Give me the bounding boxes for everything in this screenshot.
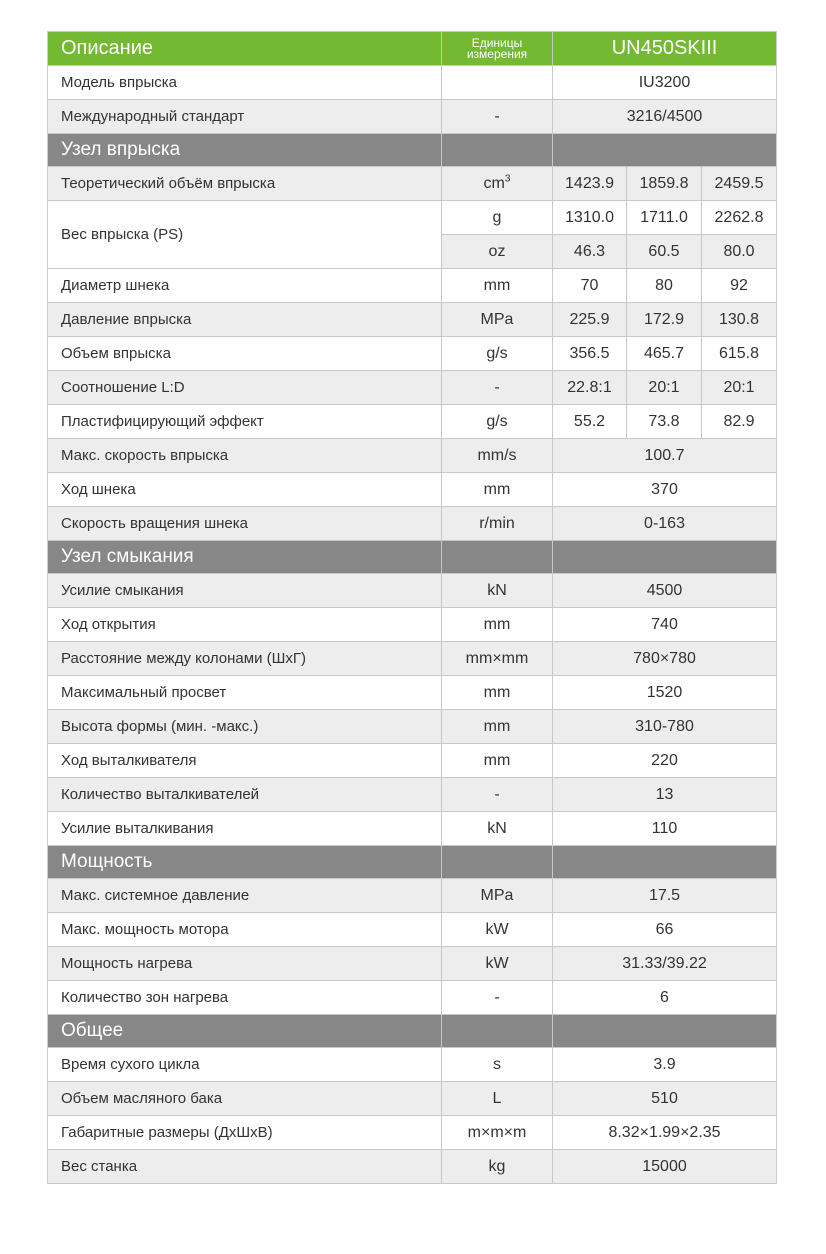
row-label: Ход выталкивателя <box>48 744 442 778</box>
row-label: Макс. скорость впрыска <box>48 439 442 473</box>
row-value: 780×780 <box>553 642 777 676</box>
row-label: Теоретический объём впрыска <box>48 167 442 201</box>
row-unit: mm <box>442 608 553 642</box>
row-unit: - <box>442 100 553 134</box>
row-unit: L <box>442 1082 553 1116</box>
table-row <box>48 981 777 1015</box>
row-value: 92 <box>702 269 777 303</box>
row-value: 13 <box>553 778 777 812</box>
row-value: 70 <box>553 269 627 303</box>
section-header-injection <box>48 134 777 167</box>
row-label: Максимальный просвет <box>48 676 442 710</box>
table-row <box>48 100 777 134</box>
section-title: Общее <box>48 1015 442 1048</box>
table-row <box>48 574 777 608</box>
table-row <box>48 744 777 778</box>
table-row <box>48 1150 777 1184</box>
row-value: 310-780 <box>553 710 777 744</box>
row-unit: kN <box>442 574 553 608</box>
row-unit: - <box>442 371 553 405</box>
row-unit: kW <box>442 913 553 947</box>
row-value: 1859.8 <box>627 167 702 201</box>
table-row <box>48 337 777 371</box>
row-unit: mm×mm <box>442 642 553 676</box>
row-label: Габаритные размеры (ДхШхВ) <box>48 1116 442 1150</box>
table-row <box>48 1048 777 1082</box>
row-label: Количество зон нагрева <box>48 981 442 1015</box>
row-unit: mm <box>442 710 553 744</box>
row-value: 740 <box>553 608 777 642</box>
row-value: 20:1 <box>627 371 702 405</box>
row-unit: kg <box>442 1150 553 1184</box>
header-units: Единицы измерения <box>442 32 553 66</box>
row-value: 130.8 <box>702 303 777 337</box>
table-row <box>48 1116 777 1150</box>
row-value: 17.5 <box>553 879 777 913</box>
row-value: 6 <box>553 981 777 1015</box>
table-row <box>48 371 777 405</box>
row-value: IU3200 <box>553 66 777 100</box>
row-unit: - <box>442 778 553 812</box>
row-value: 1711.0 <box>627 201 702 235</box>
row-value: 80.0 <box>702 235 777 269</box>
table-header-row <box>48 32 777 66</box>
row-value: 172.9 <box>627 303 702 337</box>
row-unit: s <box>442 1048 553 1082</box>
row-unit: - <box>442 981 553 1015</box>
table-row <box>48 676 777 710</box>
row-label: Скорость вращения шнека <box>48 507 442 541</box>
row-value: 3.9 <box>553 1048 777 1082</box>
row-unit: kN <box>442 812 553 846</box>
row-value: 615.8 <box>702 337 777 371</box>
table-row <box>48 405 777 439</box>
row-value: 82.9 <box>702 405 777 439</box>
row-value: 22.8:1 <box>553 371 627 405</box>
row-unit: mm/s <box>442 439 553 473</box>
table-row <box>48 812 777 846</box>
row-value: 66 <box>553 913 777 947</box>
table-row <box>48 167 777 201</box>
row-value: 2459.5 <box>702 167 777 201</box>
table-row <box>48 710 777 744</box>
row-label: Соотношение L:D <box>48 371 442 405</box>
section-title: Мощность <box>48 846 442 879</box>
table-row <box>48 642 777 676</box>
table-row <box>48 473 777 507</box>
row-unit: r/min <box>442 507 553 541</box>
row-label: Пластифицирующий эффект <box>48 405 442 439</box>
section-header-power <box>48 846 777 879</box>
row-unit: mm <box>442 269 553 303</box>
row-value: 15000 <box>553 1150 777 1184</box>
row-unit: kW <box>442 947 553 981</box>
row-label: Модель впрыска <box>48 66 442 100</box>
row-value: 60.5 <box>627 235 702 269</box>
row-label: Высота формы (мин. -макс.) <box>48 710 442 744</box>
row-label: Количество выталкивателей <box>48 778 442 812</box>
row-value: 110 <box>553 812 777 846</box>
row-value: 370 <box>553 473 777 507</box>
row-label: Вес впрыска (PS) <box>48 201 442 269</box>
row-value: 1310.0 <box>553 201 627 235</box>
row-value: 100.7 <box>553 439 777 473</box>
row-value: 220 <box>553 744 777 778</box>
row-label: Расстояние между колонами (ШхГ) <box>48 642 442 676</box>
row-value: 225.9 <box>553 303 627 337</box>
row-label: Усилие смыкания <box>48 574 442 608</box>
table-row <box>48 778 777 812</box>
row-value: 1520 <box>553 676 777 710</box>
row-unit: oz <box>442 235 553 269</box>
row-value: 20:1 <box>702 371 777 405</box>
row-unit: g <box>442 201 553 235</box>
row-unit <box>442 66 553 100</box>
row-label: Усилие выталкивания <box>48 812 442 846</box>
table-row <box>48 913 777 947</box>
row-label: Макс. мощность мотора <box>48 913 442 947</box>
row-label: Объем масляного бака <box>48 1082 442 1116</box>
row-unit: mm <box>442 676 553 710</box>
row-value: 1423.9 <box>553 167 627 201</box>
row-label: Ход открытия <box>48 608 442 642</box>
row-label: Вес станка <box>48 1150 442 1184</box>
table-row <box>48 1082 777 1116</box>
row-value: 55.2 <box>553 405 627 439</box>
table-row <box>48 507 777 541</box>
table-row <box>48 879 777 913</box>
row-label: Макс. системное давление <box>48 879 442 913</box>
row-unit: g/s <box>442 405 553 439</box>
row-label: Мощность нагрева <box>48 947 442 981</box>
row-label: Время сухого цикла <box>48 1048 442 1082</box>
row-value: 356.5 <box>553 337 627 371</box>
section-title: Узел впрыска <box>48 134 442 167</box>
table-row <box>48 608 777 642</box>
table-row <box>48 439 777 473</box>
table-row <box>48 66 777 100</box>
row-label: Международный стандарт <box>48 100 442 134</box>
row-value: 2262.8 <box>702 201 777 235</box>
table-row <box>48 947 777 981</box>
table-row <box>48 201 777 235</box>
row-unit: MPa <box>442 879 553 913</box>
row-value: 465.7 <box>627 337 702 371</box>
row-unit: mm <box>442 744 553 778</box>
row-unit: MPa <box>442 303 553 337</box>
row-unit: g/s <box>442 337 553 371</box>
row-value: 31.33/39.22 <box>553 947 777 981</box>
section-header-general <box>48 1015 777 1048</box>
section-title: Узел смыкания <box>48 541 442 574</box>
row-unit: $cm^3$ <box>442 167 553 201</box>
table-row <box>48 269 777 303</box>
row-label: Ход шнека <box>48 473 442 507</box>
row-label: Объем впрыска <box>48 337 442 371</box>
row-unit: mm <box>442 473 553 507</box>
row-value: 80 <box>627 269 702 303</box>
row-value: 73.8 <box>627 405 702 439</box>
row-value: 510 <box>553 1082 777 1116</box>
row-unit: m×m×m <box>442 1116 553 1150</box>
row-label: Диаметр шнека <box>48 269 442 303</box>
row-value: 8.32×1.99×2.35 <box>553 1116 777 1150</box>
header-description: Описание <box>48 32 442 66</box>
row-value: 46.3 <box>553 235 627 269</box>
spec-table <box>47 31 777 1184</box>
header-model: UN450SKIII <box>553 32 777 66</box>
row-value: 3216/4500 <box>553 100 777 134</box>
row-label: Давление впрыска <box>48 303 442 337</box>
section-header-clamping <box>48 541 777 574</box>
row-value: 4500 <box>553 574 777 608</box>
row-value: 0-163 <box>553 507 777 541</box>
table-row <box>48 303 777 337</box>
